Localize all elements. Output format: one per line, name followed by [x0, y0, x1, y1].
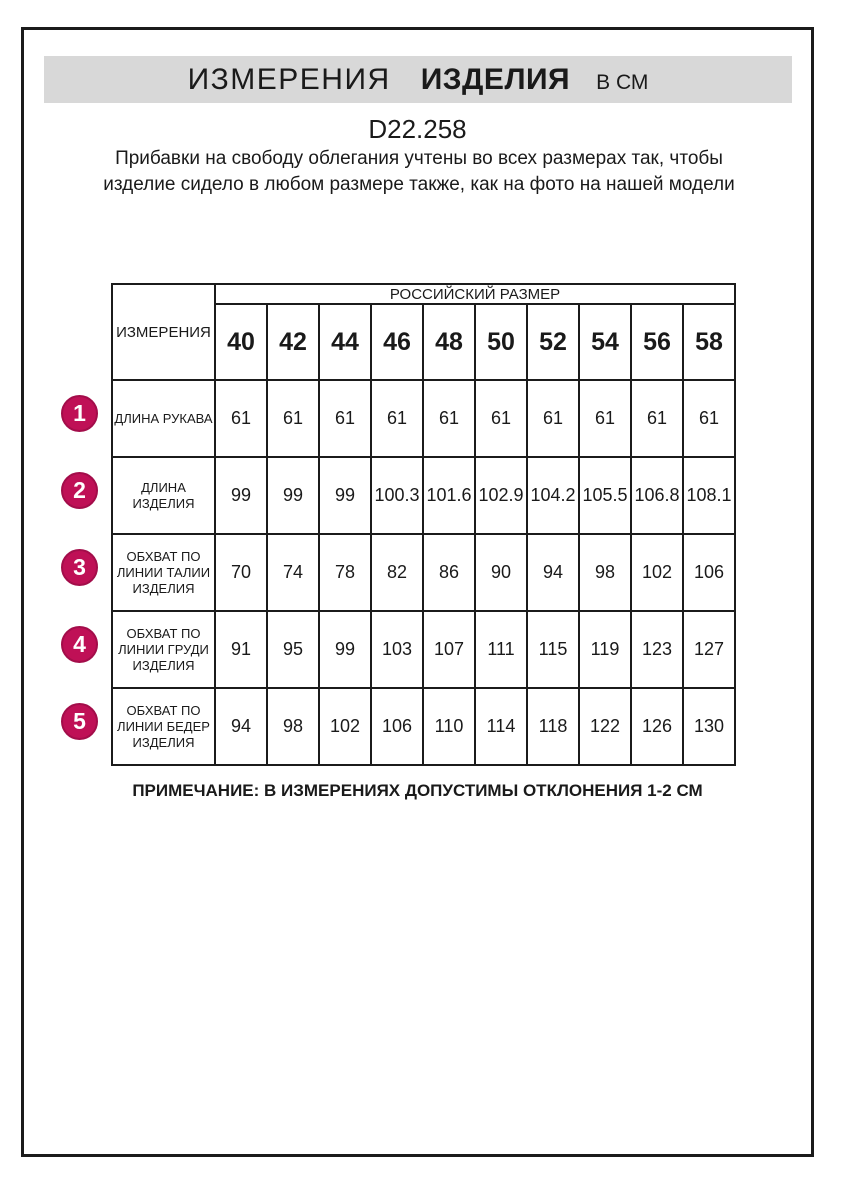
measurement-value: 119 [579, 611, 631, 688]
measurement-row [112, 688, 735, 765]
measurement-value: 94 [527, 534, 579, 611]
measurement-value: 100.3 [371, 457, 423, 534]
tolerance-note: ПРИМЕЧАНИЕ: В ИЗМЕРЕНИЯХ ДОПУСТИМЫ ОТКЛОНЕНИЯ 1-2 СМ [132, 781, 703, 800]
measurement-value: 122 [579, 688, 631, 765]
size-header: 56 [631, 304, 683, 380]
measurement-value: 91 [215, 611, 267, 688]
measurement-value: 95 [267, 611, 319, 688]
measurement-value: 110 [423, 688, 475, 765]
measurement-value: 61 [579, 380, 631, 457]
size-header: 52 [527, 304, 579, 380]
page-title-measurements: ИЗМЕРЕНИЯ [187, 62, 391, 96]
measurement-value: 103 [371, 611, 423, 688]
measurement-value: 106.8 [631, 457, 683, 534]
measurement-value: 61 [319, 380, 371, 457]
measurement-value: 61 [215, 380, 267, 457]
measurement-value: 61 [475, 380, 527, 457]
measurement-value: 61 [423, 380, 475, 457]
page-title-product: ИЗДЕЛИЯ [420, 62, 571, 96]
size-header: 48 [423, 304, 475, 380]
measurement-value: 99 [267, 457, 319, 534]
measurements-table [111, 283, 736, 766]
fit-description: Прибавки на свободу облегания учтены во всех размерах так, чтобы изделие сидело в любом размере также, как на фото на нашей модели [103, 148, 735, 195]
measurement-value: 108.1 [683, 457, 735, 534]
measurement-value: 78 [319, 534, 371, 611]
measurement-value: 61 [527, 380, 579, 457]
measurement-row [112, 611, 735, 688]
title-band [44, 56, 792, 103]
measurement-value: 99 [215, 457, 267, 534]
size-header: 44 [319, 304, 371, 380]
measurement-label: ОБХВАТ ПО ЛИНИИ ГРУДИ ИЗДЕЛИЯ [112, 611, 215, 688]
measurement-row [112, 534, 735, 611]
measurement-value: 61 [631, 380, 683, 457]
measurement-value: 61 [683, 380, 735, 457]
row-number-badge: 2 [61, 472, 98, 509]
measurement-value: 102 [319, 688, 371, 765]
measurement-value: 98 [267, 688, 319, 765]
measurement-label: ДЛИНА РУКАВА [112, 380, 215, 457]
measurement-value: 126 [631, 688, 683, 765]
measurements-column-header: ИЗМЕРЕНИЯ [112, 284, 215, 380]
measurement-value: 61 [267, 380, 319, 457]
measurement-value: 98 [579, 534, 631, 611]
size-header: 54 [579, 304, 631, 380]
measurement-value: 101.6 [423, 457, 475, 534]
measurement-label: ДЛИНА ИЗДЕЛИЯ [112, 457, 215, 534]
measurement-row [112, 457, 735, 534]
measurement-value: 118 [527, 688, 579, 765]
measurement-value: 115 [527, 611, 579, 688]
russian-size-header: РОССИЙСКИЙ РАЗМЕР [215, 284, 735, 304]
measurement-value: 106 [371, 688, 423, 765]
measurement-value: 130 [683, 688, 735, 765]
product-code: D22.258 [368, 114, 467, 144]
measurement-value: 94 [215, 688, 267, 765]
row-number-badge: 5 [61, 703, 98, 740]
measurement-value: 111 [475, 611, 527, 688]
measurement-value: 74 [267, 534, 319, 611]
measurement-label: ОБХВАТ ПО ЛИНИИ БЕДЕР ИЗДЕЛИЯ [112, 688, 215, 765]
measurement-value: 86 [423, 534, 475, 611]
measurement-value: 61 [371, 380, 423, 457]
row-number-badge: 1 [61, 395, 98, 432]
measurement-value: 106 [683, 534, 735, 611]
measurement-value: 82 [371, 534, 423, 611]
measurement-value: 127 [683, 611, 735, 688]
measurement-value: 105.5 [579, 457, 631, 534]
measurement-value: 107 [423, 611, 475, 688]
measurement-label: ОБХВАТ ПО ЛИНИИ ТАЛИИ ИЗДЕЛИЯ [112, 534, 215, 611]
size-header: 50 [475, 304, 527, 380]
measurement-row [112, 380, 735, 457]
row-number-badge: 4 [61, 626, 98, 663]
measurement-value: 102.9 [475, 457, 527, 534]
size-header: 40 [215, 304, 267, 380]
measurement-value: 123 [631, 611, 683, 688]
measurement-value: 70 [215, 534, 267, 611]
measurement-value: 99 [319, 457, 371, 534]
size-header: 58 [683, 304, 735, 380]
measurement-value: 114 [475, 688, 527, 765]
row-number-badge: 3 [61, 549, 98, 586]
measurement-value: 102 [631, 534, 683, 611]
size-header: 42 [267, 304, 319, 380]
page-title-units: В СМ [596, 70, 649, 94]
size-group-header-row [112, 284, 735, 304]
size-header: 46 [371, 304, 423, 380]
measurement-value: 104.2 [527, 457, 579, 534]
measurement-value: 90 [475, 534, 527, 611]
measurement-value: 99 [319, 611, 371, 688]
